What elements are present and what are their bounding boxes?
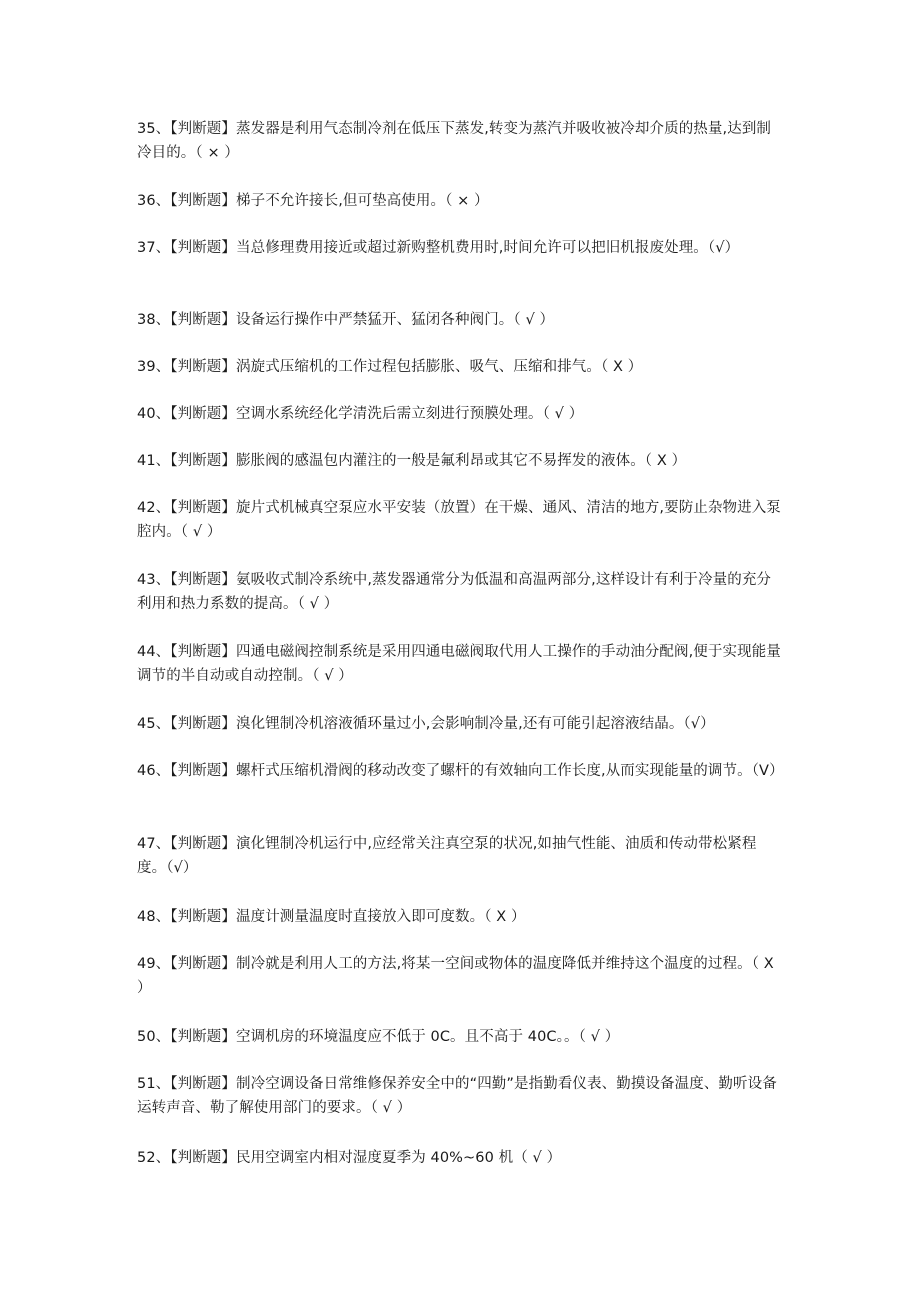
question-39: 39、【判断题】涡旋式压缩机的工作过程包括膨胀、吸气、压缩和排气。（ X ） bbox=[137, 359, 643, 375]
question-44: 44、【判断题】四通电磁阀控制系统是采用四通电磁阀取代用人工操作的手动油分配阀,便于实现能量调节的半自动或自动控制。（ √ ） bbox=[137, 644, 781, 684]
question-41: 41、【判断题】膨胀阀的感温包内灌注的一般是氟利昂或其它不易挥发的液体。（ X ） bbox=[137, 453, 687, 469]
question-35: 35、【判断题】蒸发器是利用气态制冷剂在低压下蒸发,转变为蒸汽并吸收被冷却介质的热量,达到制冷目的。（ × ） bbox=[137, 121, 772, 161]
question-47: 47、【判断题】演化锂制冷机运行中,应经常关注真空泵的状况,如抽气性能、油质和传动带松紧程度。（√） bbox=[137, 836, 757, 876]
question-51: 51、【判断题】制冷空调设备日常维修保养安全中的“四勤”是指勤看仪表、勤摸设备温度、勤听设备运转声音、勒了解使用部门的要求。（ √ ） bbox=[137, 1076, 777, 1116]
question-52: 52、【判断题】民用空调室内相对湿度夏季为 40%~60 机（ √ ） bbox=[137, 1150, 562, 1166]
question-42: 42、【判断题】旋片式机械真空泵应水平安装（放置）在干燥、通风、清洁的地方,要防止杂物进入泵腔内。（ √ ） bbox=[137, 500, 781, 540]
question-40: 40、【判断题】空调水系统经化学清洗后需立刻进行预膜处理。（ √ ） bbox=[137, 406, 584, 422]
question-45: 45、【判断题】溴化锂制冷机溶液循环量过小,会影响制冷量,还有可能引起溶液结晶。（√） bbox=[137, 716, 715, 732]
question-36: 36、【判断题】梯子不允许接长,但可垫高使用。（ × ） bbox=[137, 193, 489, 209]
question-37: 37、【判断题】当总修理费用接近或超过新购整机费用时,时间允许可以把旧机报废处理。（√） bbox=[137, 240, 740, 256]
question-49: 49、【判断题】制冷就是利用人工的方法,将某一空间或物体的温度降低并维持这个温度的过程。（ X ） bbox=[137, 956, 774, 996]
question-43: 43、【判断题】氨吸收式制冷系统中,蒸发器通常分为低温和高温两部分,这样设计有利于冷量的充分利用和热力系数的提高。（ √ ） bbox=[137, 572, 772, 612]
question-50: 50、【判断题】空调机房的环境温度应不低于 0C。且不高于 40C。。（ √ ） bbox=[137, 1029, 620, 1045]
question-46: 46、【判断题】螺杆式压缩机滑阀的移动改变了螺杆的有效轴向工作长度,从而实现能量的调节。（V） bbox=[137, 763, 784, 779]
question-48: 48、【判断题】温度计测量温度时直接放入即可度数。（ X ） bbox=[137, 909, 526, 925]
question-38: 38、【判断题】设备运行操作中严禁猛开、猛闭各种阀门。（ √ ） bbox=[137, 312, 555, 328]
